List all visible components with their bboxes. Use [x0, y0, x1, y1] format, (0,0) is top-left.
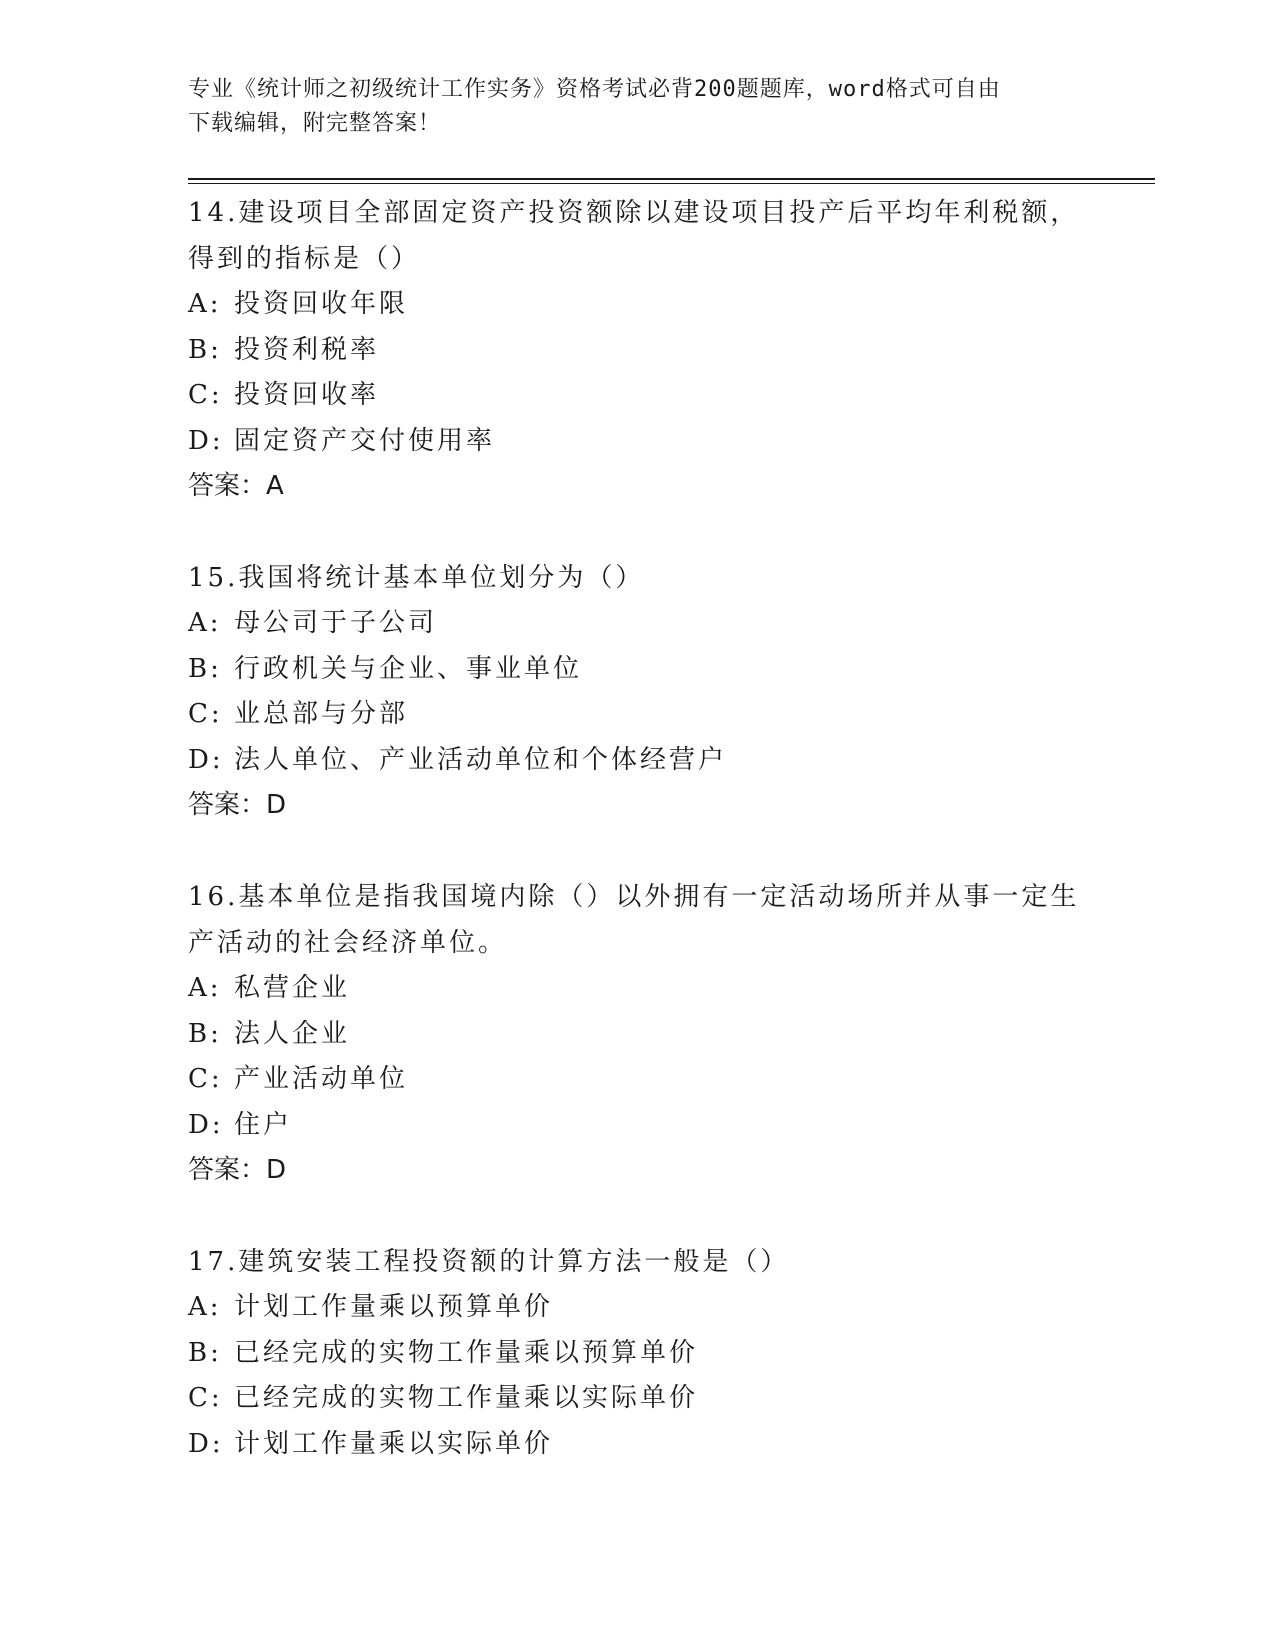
option-text: 投资回收年限	[234, 289, 409, 319]
question-stem: 16.基本单位是指我国境内除（）以外拥有一定活动场所并从事一定生	[188, 882, 1080, 912]
option-d	[188, 1103, 1088, 1149]
option-key: B:	[188, 653, 222, 684]
question-stem-continued: 产活动的社会经济单位。	[188, 928, 508, 958]
question-15	[188, 555, 1088, 828]
option-b	[188, 1012, 1088, 1058]
option-a	[188, 601, 1088, 647]
option-key: D:	[188, 425, 224, 456]
option-d	[188, 1422, 1088, 1468]
option-text: 投资利税率	[234, 334, 380, 365]
question-16	[188, 874, 1088, 1193]
option-b	[188, 328, 1088, 374]
option-key: C:	[188, 1383, 223, 1413]
option-d	[188, 738, 1088, 784]
option-key: A:	[188, 1292, 222, 1322]
question-stem: 17.建筑安装工程投资额的计算方法一般是（）	[188, 1247, 790, 1277]
header-divider-thick	[188, 178, 1155, 180]
option-text: 母公司于子公司	[234, 608, 438, 638]
option-key: C:	[188, 380, 223, 410]
header-line-1: 专业《统计师之初级统计工作实务》资格考试必背200题题库，word格式可自由	[188, 77, 1001, 102]
header-line-2: 下载编辑，附完整答案！	[188, 111, 442, 136]
option-text: 法人单位、产业活动单位和个体经营户	[234, 744, 728, 775]
option-text: 法人企业	[234, 1018, 351, 1049]
option-c	[188, 1057, 1088, 1103]
option-key: A:	[188, 973, 222, 1003]
header-divider-thin	[188, 183, 1155, 184]
option-text: 投资回收率	[234, 380, 380, 410]
option-key: C:	[188, 699, 223, 729]
option-text: 私营企业	[234, 973, 351, 1003]
option-b	[188, 647, 1088, 693]
answer-line: 答案：D	[188, 790, 287, 820]
option-c	[188, 1376, 1088, 1422]
document-header	[188, 73, 1068, 141]
question-stem-continued: 得到的指标是（）	[188, 244, 421, 274]
option-key: D:	[188, 744, 224, 775]
option-key: D:	[188, 1428, 224, 1459]
option-text: 计划工作量乘以实际单价	[234, 1428, 554, 1459]
option-c	[188, 373, 1088, 419]
option-a	[188, 282, 1088, 328]
option-key: A:	[188, 289, 222, 319]
option-text: 已经完成的实物工作量乘以预算单价	[234, 1337, 699, 1368]
option-text: 产业活动单位	[234, 1064, 409, 1094]
question-14	[188, 190, 1088, 509]
option-key: C:	[188, 1064, 223, 1094]
question-17	[188, 1239, 1088, 1467]
question-stem: 15.我国将统计基本单位划分为（）	[188, 563, 645, 593]
option-text: 住户	[234, 1109, 293, 1140]
option-key: B:	[188, 334, 222, 365]
option-a	[188, 1285, 1088, 1331]
option-text: 计划工作量乘以预算单价	[234, 1292, 554, 1322]
option-key: D:	[188, 1109, 224, 1140]
option-a	[188, 966, 1088, 1012]
option-text: 行政机关与企业、事业单位	[234, 653, 583, 684]
answer-line: 答案：A	[188, 471, 284, 501]
option-text: 已经完成的实物工作量乘以实际单价	[234, 1383, 699, 1413]
option-key: B:	[188, 1337, 222, 1368]
option-d	[188, 419, 1088, 465]
question-stem: 14.建设项目全部固定资产投资额除以建设项目投产后平均年利税额，	[188, 198, 1080, 228]
option-text: 固定资产交付使用率	[234, 425, 496, 456]
option-key: B:	[188, 1018, 222, 1049]
answer-line: 答案：D	[188, 1155, 287, 1185]
option-b	[188, 1331, 1088, 1377]
option-key: A:	[188, 608, 222, 638]
option-text: 业总部与分部	[234, 699, 409, 729]
question-list	[188, 190, 1088, 1513]
option-c	[188, 692, 1088, 738]
